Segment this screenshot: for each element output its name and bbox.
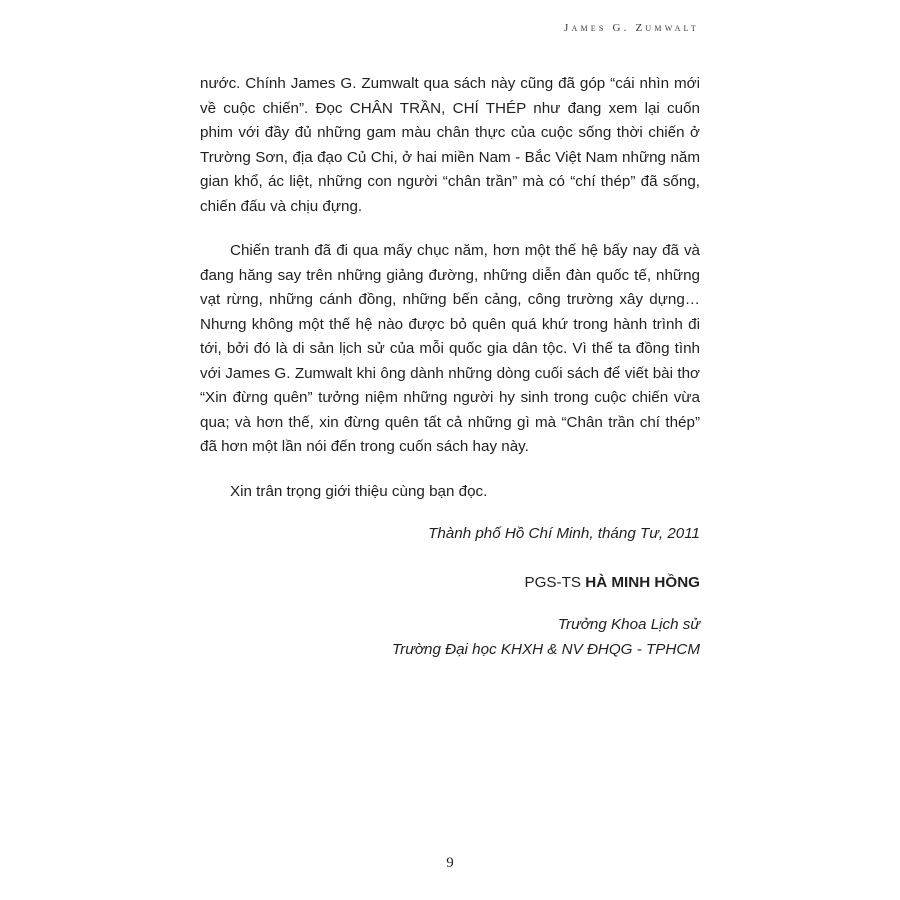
paragraph-2: Chiến tranh đã đi qua mấy chục năm, hơn một thế hệ bấy nay đã và đang hăng say trên những giảng đường, những diễn đàn quốc tế, những vạt rừng, những cánh đồng, những bến cảng, công trường xây dựng… Nhưng không một thế hệ nào được bỏ quên quá khứ trong hành trình đi tới, bởi đó là di sản lịch sử của mỗi quốc gia dân tộc. Vì thế ta đồng tình với James G. Zumwalt khi ông dành những dòng cuối sách để viết bài thơ “Xin đừng quên” tưởng niệm những người hy sinh trong cuộc chiến vừa qua; và hơn thế, xin đừng quên tất cả những gì mà “Chân trần chí thép” đã hơn một lần nói đến trong cuốn sách hay này.	[200, 242, 700, 455]
closing-line: Xin trân trọng giới thiệu cùng bạn đọc.	[230, 482, 488, 500]
signature	[200, 571, 700, 596]
affiliation-institution: Trường Đại học KHXH & NV ĐHQG - TPHCM	[392, 640, 700, 658]
body-text	[200, 70, 700, 662]
affiliation	[200, 613, 700, 662]
place-date: Thành phố Hồ Chí Minh, tháng Tư, 2011	[428, 525, 700, 542]
running-header: James G. Zumwalt	[564, 22, 699, 34]
signature-title: PGS-TS	[524, 573, 586, 591]
page-number: 9	[446, 855, 454, 871]
paragraph-1: nước. Chính James G. Zumwalt qua sách này cũng đã góp “cái nhìn mới về cuộc chiến”. Đọc CHÂN TRẦN, CHÍ THÉP như đang xem lại cuốn phim với đầy đủ những gam màu chân thực của cuộc sống thời chiến ở Trường Sơn, địa đạo Củ Chi, ở hai miền Nam - Bắc Việt Nam những năm gian khổ, ác liệt, những con người “chân trần” mà có “chí thép” đã sống, chiến đấu và chịu đựng.	[200, 75, 700, 215]
signature-name: HÀ MINH HỒNG	[585, 573, 700, 591]
affiliation-position: Trưởng Khoa Lịch sử	[557, 616, 700, 633]
